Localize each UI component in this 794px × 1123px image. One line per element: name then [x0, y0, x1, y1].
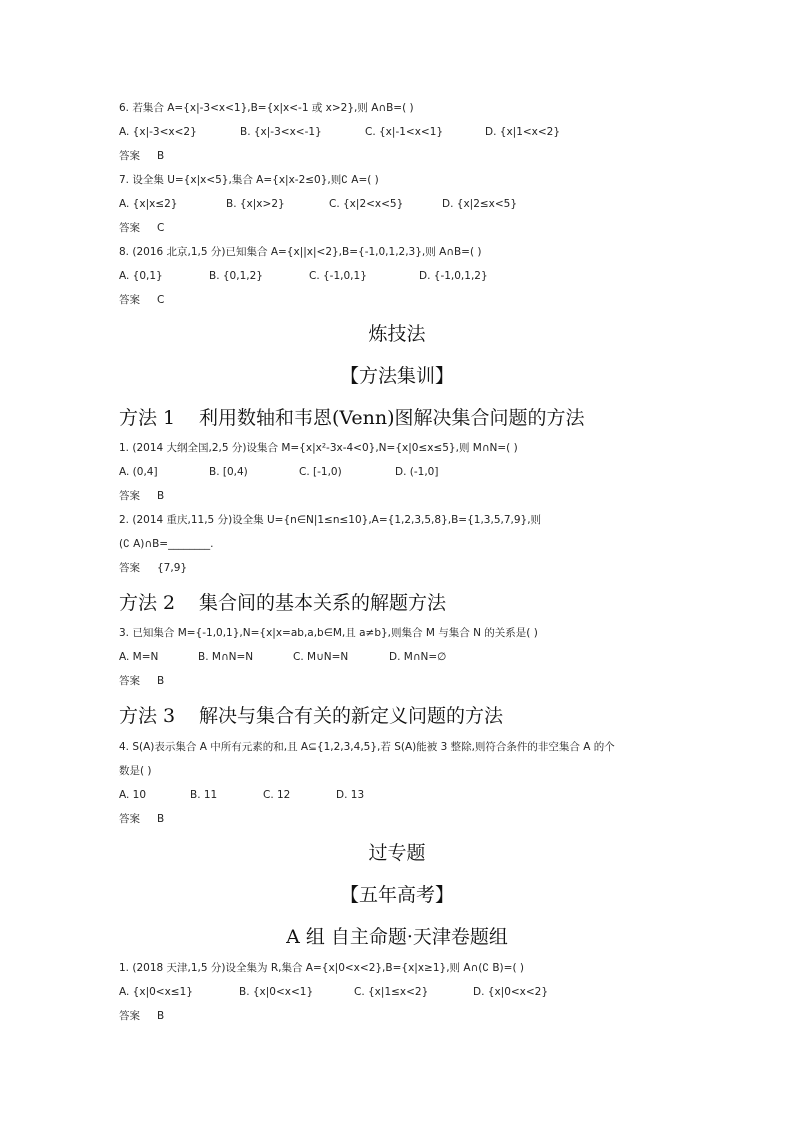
method-1-question-1-answer [119, 489, 164, 503]
option-b: B. {x|x>2} [226, 198, 285, 210]
option-c: C. [-1,0) [299, 466, 342, 478]
method-3-question-4-stem: 4. S(A)表示集合 A 中所有元素的和,且 A⊆{1,2,3,4,5},若 S(A)能被 3 整除,则符合条件的非空集合 A 的个 [119, 741, 615, 753]
option-a: A. {0,1} [119, 270, 163, 282]
option-a: A. (0,4] [119, 466, 158, 478]
answer-value: B [157, 813, 165, 825]
answer-value: C [157, 294, 165, 306]
option-d: D. M∩N=∅ [389, 651, 447, 663]
section-heading-practice: 炼技法 [368, 323, 426, 345]
answer-value: {7,9} [157, 562, 188, 574]
method-2-question-3-answer [119, 674, 164, 688]
answer-label: 答案 [119, 222, 140, 234]
group-a-question-1-options [119, 985, 679, 999]
question-8-options [119, 269, 679, 283]
option-a: A. {x|0<x≤1} [119, 986, 193, 998]
question-7-answer [119, 221, 164, 235]
method-1-heading [119, 406, 585, 430]
answer-label: 答案 [119, 490, 140, 502]
method-2-heading [119, 591, 446, 615]
method-title: 集合间的基本关系的解题方法 [199, 592, 447, 614]
option-b: B. {0,1,2} [209, 270, 263, 282]
method-number: 方法 2 [119, 592, 176, 614]
method-2-question-3-stem: 3. 已知集合 M={-1,0,1},N={x|x=ab,a,b∈M,且 a≠b},则集合 M 与集合 N 的关系是( ) [119, 627, 538, 639]
option-a: A. M=N [119, 651, 159, 663]
option-c: C. {-1,0,1} [309, 270, 367, 282]
option-a: A. {x|x≤2} [119, 198, 178, 210]
group-a-heading: A 组 自主命题·天津卷题组 [286, 926, 508, 948]
option-d: D. {-1,0,1,2} [419, 270, 488, 282]
option-d: D. {x|2≤x<5} [442, 198, 518, 210]
option-b: B. {x|-3<x<-1} [240, 126, 322, 138]
answer-value: B [157, 150, 165, 162]
method-2-question-3-options [119, 650, 679, 664]
option-d: D. (-1,0] [395, 466, 439, 478]
question-6-options [119, 125, 679, 139]
answer-label: 答案 [119, 562, 140, 574]
answer-value: B [157, 675, 165, 687]
section-heading-five-years: 【五年高考】 [339, 884, 454, 906]
method-1-question-1-stem: 1. (2014 大纲全国,2,5 分)设集合 M={x|x²-3x-4<0},N={x|0≤x≤5},则 M∩N=( ) [119, 442, 518, 454]
answer-label: 答案 [119, 294, 140, 306]
method-3-question-4-answer [119, 812, 164, 826]
method-title: 利用数轴和韦恩(Venn)图解决集合问题的方法 [199, 407, 585, 429]
option-c: C. {x|-1<x<1} [365, 126, 444, 138]
method-number: 方法 3 [119, 705, 176, 727]
question-6-answer [119, 149, 164, 163]
section-heading-topic: 过专题 [368, 842, 426, 864]
method-1-question-2-stem: 2. (2014 重庆,11,5 分)设全集 U={n∈N|1≤n≤10},A={1,2,3,5,8},B={1,3,5,7,9},则 [119, 514, 542, 526]
option-b: B. 11 [190, 789, 218, 801]
option-a: A. {x|-3<x<2} [119, 126, 197, 138]
answer-value: B [157, 490, 165, 502]
group-a-question-1-stem: 1. (2018 天津,1,5 分)设全集为 R,集合 A={x|0<x<2},B={x|x≥1},则 A∩(∁ B)=( ) [119, 962, 524, 974]
answer-value: B [157, 1010, 165, 1022]
method-3-question-4-stem-continued: 数是( ) [119, 765, 152, 777]
option-c: C. {x|2<x<5} [329, 198, 404, 210]
method-title: 解决与集合有关的新定义问题的方法 [199, 705, 504, 727]
method-number: 方法 1 [119, 407, 176, 429]
method-1-question-1-options [119, 465, 679, 479]
method-1-question-2-answer [119, 561, 187, 575]
question-7-options [119, 197, 679, 211]
section-heading-methods: 【方法集训】 [339, 365, 454, 387]
question-7-stem: 7. 设全集 U={x|x<5},集合 A={x|x-2≤0},则∁ A=( ) [119, 174, 379, 186]
option-b: B. {x|0<x<1} [239, 986, 314, 998]
answer-label: 答案 [119, 1010, 140, 1022]
question-6-stem: 6. 若集合 A={x|-3<x<1},B={x|x<-1 或 x>2},则 A∩B=( ) [119, 102, 414, 114]
answer-label: 答案 [119, 675, 140, 687]
method-3-heading [119, 704, 503, 728]
option-a: A. 10 [119, 789, 147, 801]
option-d: D. 13 [336, 789, 365, 801]
option-b: B. [0,4) [209, 466, 248, 478]
group-a-question-1-answer [119, 1009, 164, 1023]
question-8-answer [119, 293, 164, 307]
option-c: C. {x|1≤x<2} [354, 986, 429, 998]
answer-label: 答案 [119, 150, 140, 162]
option-d: D. {x|0<x<2} [473, 986, 549, 998]
option-b: B. M∩N=N [198, 651, 254, 663]
option-d: D. {x|1<x<2} [485, 126, 561, 138]
method-3-question-4-options [119, 788, 679, 802]
option-c: C. M∪N=N [293, 651, 349, 663]
question-8-stem: 8. (2016 北京,1,5 分)已知集合 A={x||x|<2},B={-1,0,1,2,3},则 A∩B=( ) [119, 246, 482, 258]
option-c: C. 12 [263, 789, 291, 801]
method-1-question-2-stem-continued: (∁ A)∩B=________. [119, 538, 214, 550]
answer-label: 答案 [119, 813, 140, 825]
answer-value: C [157, 222, 165, 234]
